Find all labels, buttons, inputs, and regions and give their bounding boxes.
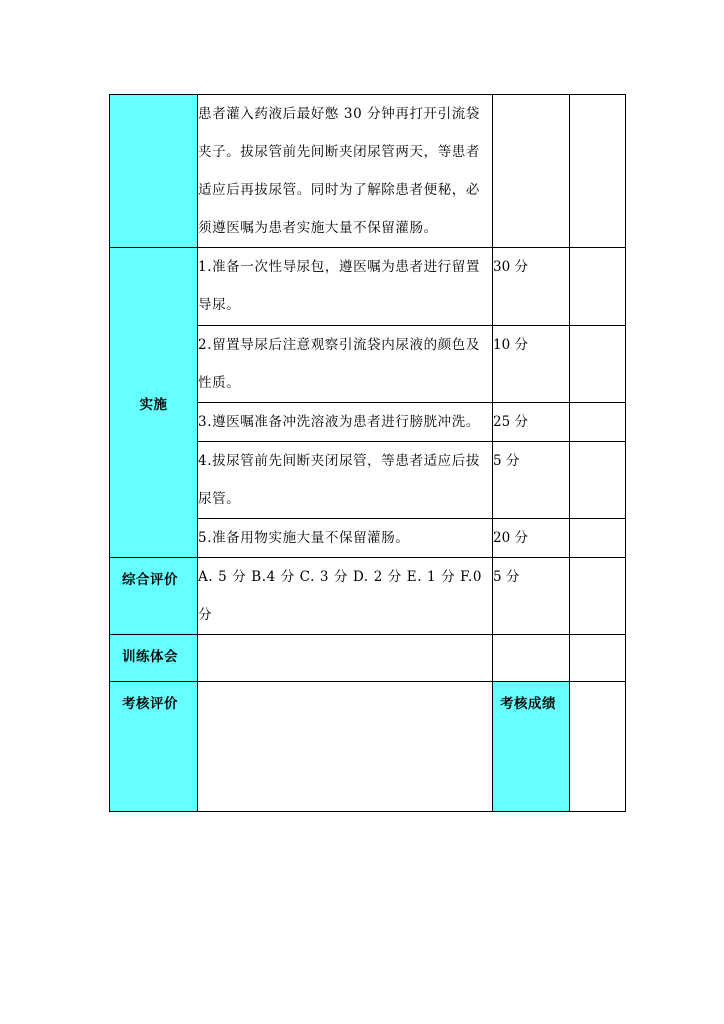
experience-row — [110, 635, 626, 682]
overall-row — [110, 558, 626, 635]
step-empty-cell — [570, 326, 626, 403]
overall-score: 5 分 — [493, 558, 570, 635]
overall-grades: A. 5 分 B.4 分 C. 3 分 D. 2 分 E. 1 分 F.0 分 — [198, 558, 493, 635]
intro-text: 患者灌入药液后最好憋 30 分钟再打开引流袋夹子。拔尿管前先间断夹闭尿管两天，等患者适应后再拔尿管。同时为了解除患者便秘，必须遵医嘱为患者实施大量不保留灌肠。 — [198, 95, 493, 248]
step-text: 2.留置导尿后注意观察引流袋内尿液的颜色及性质。 — [198, 326, 493, 403]
overall-empty-cell — [570, 558, 626, 635]
step-text: 1.准备一次性导尿包，遵医嘱为患者进行留置导尿。 — [198, 248, 493, 326]
step-empty-cell — [570, 442, 626, 519]
score-label: 考核成绩 — [500, 696, 556, 712]
step-empty-cell — [570, 403, 626, 442]
implementation-label: 实施 — [139, 396, 168, 413]
experience-empty-cell — [570, 635, 626, 682]
experience-label: 训练体会 — [122, 649, 178, 665]
step-score: 25 分 — [493, 403, 570, 442]
step-score: 30 分 — [493, 248, 570, 326]
experience-score-cell — [493, 635, 570, 682]
intro-row — [110, 95, 626, 248]
intro-label-cell — [110, 95, 198, 248]
intro-score-cell — [493, 95, 570, 248]
step-score: 10 分 — [493, 326, 570, 403]
step-score: 5 分 — [493, 442, 570, 519]
experience-content — [198, 635, 493, 682]
step-row — [110, 248, 626, 326]
experience-label-cell — [110, 635, 198, 682]
evaluation-table — [109, 94, 626, 812]
step-text: 3.遵医嘱准备冲洗溶液为患者进行膀胱冲洗。 — [198, 403, 493, 442]
score-label-cell — [493, 682, 570, 812]
assessment-label: 考核评价 — [122, 696, 178, 712]
implementation-label-cell — [110, 248, 198, 558]
intro-empty-cell — [570, 95, 626, 248]
step-empty-cell — [570, 519, 626, 558]
step-empty-cell — [570, 248, 626, 326]
score-value-cell — [570, 682, 626, 812]
step-text: 5.准备用物实施大量不保留灌肠。 — [198, 519, 493, 558]
step-score: 20 分 — [493, 519, 570, 558]
overall-label: 综合评价 — [122, 572, 178, 588]
assessment-content — [198, 682, 493, 812]
overall-label-cell — [110, 558, 198, 635]
assessment-label-cell — [110, 682, 198, 812]
assessment-row — [110, 682, 626, 812]
step-text: 4.拔尿管前先间断夹闭尿管，等患者适应后拔尿管。 — [198, 442, 493, 519]
